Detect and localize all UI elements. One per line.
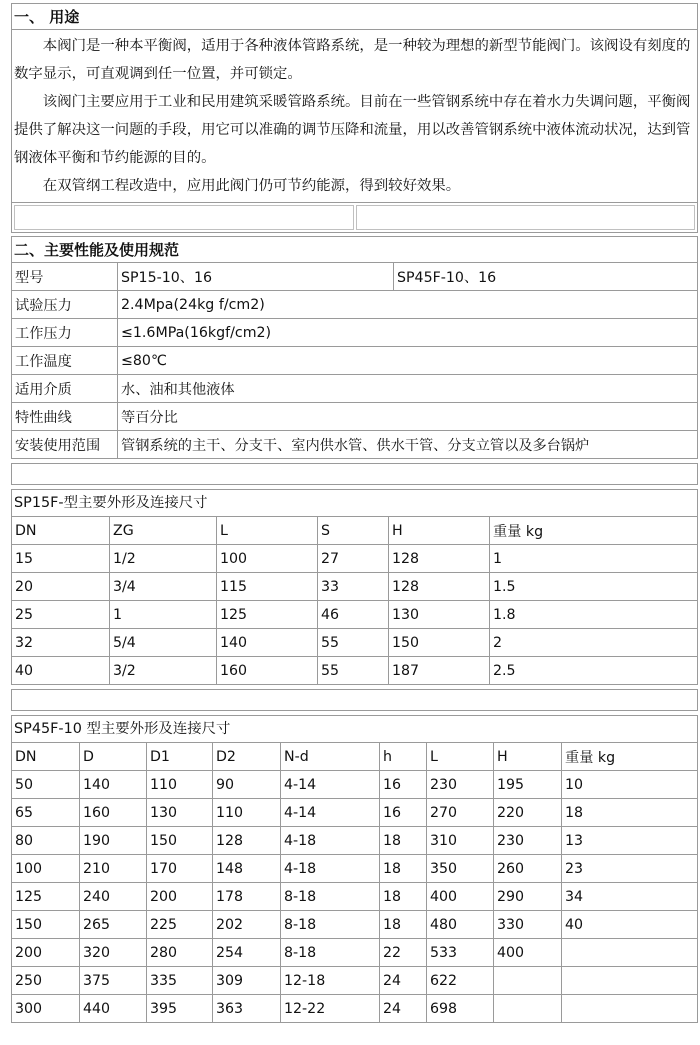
table-row bbox=[12, 263, 698, 291]
table-cell: 160 bbox=[80, 799, 147, 827]
spec-label: 适用介质 bbox=[12, 375, 118, 403]
section-specs-title: 二、主要性能及使用规范 bbox=[11, 236, 698, 262]
table-row bbox=[12, 601, 698, 629]
column-header: D bbox=[80, 743, 147, 771]
column-header: D2 bbox=[213, 743, 281, 771]
table-cell: 190 bbox=[80, 827, 147, 855]
table-cell: 363 bbox=[213, 995, 281, 1023]
table-row bbox=[12, 855, 698, 883]
table-cell: 230 bbox=[494, 827, 562, 855]
table-cell: 80 bbox=[12, 827, 80, 855]
table-cell: 12-22 bbox=[281, 995, 380, 1023]
table-cell: 150 bbox=[389, 629, 490, 657]
empty-row bbox=[11, 689, 698, 711]
table-cell: 18 bbox=[380, 827, 427, 855]
table-cell: 130 bbox=[389, 601, 490, 629]
table-cell bbox=[562, 995, 698, 1023]
table-cell: 15 bbox=[12, 545, 110, 573]
table-cell: 34 bbox=[562, 883, 698, 911]
empty-cell bbox=[14, 205, 354, 230]
empty-row bbox=[11, 203, 698, 233]
table-cell: 40 bbox=[12, 657, 110, 685]
table-cell: 320 bbox=[80, 939, 147, 967]
table-cell: 200 bbox=[12, 939, 80, 967]
table-cell: 25 bbox=[12, 601, 110, 629]
spec-label: 工作压力 bbox=[12, 319, 118, 347]
document-page bbox=[11, 3, 698, 1023]
table-cell bbox=[562, 967, 698, 995]
table-cell: 46 bbox=[318, 601, 389, 629]
table-cell: 622 bbox=[427, 967, 494, 995]
column-header: ZG bbox=[110, 517, 217, 545]
column-header: H bbox=[389, 517, 490, 545]
usage-text-block bbox=[11, 29, 698, 203]
table-cell: 33 bbox=[318, 573, 389, 601]
table-cell: 280 bbox=[147, 939, 213, 967]
table-cell: 395 bbox=[147, 995, 213, 1023]
spec-value: 2.4Mpa(24kg f/cm2) bbox=[118, 291, 698, 319]
spec-label: 型号 bbox=[12, 263, 118, 291]
table-cell: 8-18 bbox=[281, 883, 380, 911]
table-row bbox=[12, 319, 698, 347]
table-cell bbox=[494, 967, 562, 995]
table-cell: 32 bbox=[12, 629, 110, 657]
table-cell: 265 bbox=[80, 911, 147, 939]
table-row bbox=[12, 431, 698, 459]
usage-paragraph: 该阀门主要应用于工业和民用建筑采暖管路系统。目前在一些管钢系统中存在着水力失调问题，平衡阀提供了解决这一问题的手段，用它可以准确的调节压降和流量，用以改善管钢系统中液体流动状况，达到管钢液体平衡和节约能源的目的。 bbox=[14, 94, 691, 166]
table-cell: 22 bbox=[380, 939, 427, 967]
table-cell: 10 bbox=[562, 771, 698, 799]
table-cell bbox=[494, 995, 562, 1023]
table-cell: 200 bbox=[147, 883, 213, 911]
spec-value: SP45F-10、16 bbox=[394, 263, 698, 291]
table-cell: 90 bbox=[213, 771, 281, 799]
table-cell: 100 bbox=[217, 545, 318, 573]
table-cell: 195 bbox=[494, 771, 562, 799]
table-cell: 110 bbox=[147, 771, 213, 799]
table-cell: 27 bbox=[318, 545, 389, 573]
table-cell: 335 bbox=[147, 967, 213, 995]
table-cell: 1 bbox=[490, 545, 698, 573]
spec-label: 特性曲线 bbox=[12, 403, 118, 431]
table-cell: 290 bbox=[494, 883, 562, 911]
table-cell: 260 bbox=[494, 855, 562, 883]
table-row bbox=[12, 771, 698, 799]
table-cell: 65 bbox=[12, 799, 80, 827]
table-cell: 225 bbox=[147, 911, 213, 939]
column-header: H bbox=[494, 743, 562, 771]
sp45f-dimensions-title: SP45F-10 型主要外形及连接尺寸 bbox=[11, 715, 698, 742]
column-header: 重量 kg bbox=[490, 517, 698, 545]
sp15f-dimensions-table bbox=[11, 516, 698, 685]
table-cell: 130 bbox=[147, 799, 213, 827]
table-cell: 1.5 bbox=[490, 573, 698, 601]
table-cell: 125 bbox=[217, 601, 318, 629]
table-cell: 128 bbox=[213, 827, 281, 855]
spec-value: 等百分比 bbox=[118, 403, 698, 431]
column-header: h bbox=[380, 743, 427, 771]
table-cell: 8-18 bbox=[281, 911, 380, 939]
table-cell: 1 bbox=[110, 601, 217, 629]
spec-label: 工作温度 bbox=[12, 347, 118, 375]
table-cell: 110 bbox=[213, 799, 281, 827]
table-row bbox=[12, 967, 698, 995]
column-header: DN bbox=[12, 743, 80, 771]
table-cell: 128 bbox=[389, 545, 490, 573]
table-cell: 5/4 bbox=[110, 629, 217, 657]
table-cell: 1.8 bbox=[490, 601, 698, 629]
table-cell: 125 bbox=[12, 883, 80, 911]
table-row bbox=[12, 939, 698, 967]
table-cell: 375 bbox=[80, 967, 147, 995]
usage-paragraph: 本阀门是一种本平衡阀，适用于各种液体管路系统，是一种较为理想的新型节能阀门。该阀设有刻度的数字显示，可直观调到任一位置，并可锁定。 bbox=[14, 38, 691, 82]
table-cell: 400 bbox=[427, 883, 494, 911]
table-cell: 170 bbox=[147, 855, 213, 883]
table-cell: 115 bbox=[217, 573, 318, 601]
table-cell: 533 bbox=[427, 939, 494, 967]
table-row bbox=[12, 545, 698, 573]
table-header-row bbox=[12, 517, 698, 545]
table-cell: 13 bbox=[562, 827, 698, 855]
table-cell: 24 bbox=[380, 995, 427, 1023]
table-cell: 100 bbox=[12, 855, 80, 883]
table-row bbox=[12, 573, 698, 601]
table-cell: 310 bbox=[427, 827, 494, 855]
table-cell: 230 bbox=[427, 771, 494, 799]
spec-value: ≤80℃ bbox=[118, 347, 698, 375]
table-cell: 150 bbox=[147, 827, 213, 855]
column-header: D1 bbox=[147, 743, 213, 771]
table-cell: 23 bbox=[562, 855, 698, 883]
spec-value: ≤1.6MPa(16kgf/cm2) bbox=[118, 319, 698, 347]
table-row bbox=[12, 995, 698, 1023]
table-cell: 3/4 bbox=[110, 573, 217, 601]
table-row bbox=[12, 911, 698, 939]
table-row bbox=[12, 799, 698, 827]
table-row bbox=[12, 347, 698, 375]
column-header: N-d bbox=[281, 743, 380, 771]
spec-label: 安装使用范围 bbox=[12, 431, 118, 459]
empty-row bbox=[11, 463, 698, 485]
table-cell: 18 bbox=[380, 911, 427, 939]
table-cell: 240 bbox=[80, 883, 147, 911]
table-row bbox=[12, 883, 698, 911]
table-cell: 254 bbox=[213, 939, 281, 967]
section-usage-title: 一、 用途 bbox=[11, 3, 698, 29]
sp15f-dimensions-title: SP15F-型主要外形及连接尺寸 bbox=[11, 489, 698, 516]
table-cell: 12-18 bbox=[281, 967, 380, 995]
table-cell: 140 bbox=[217, 629, 318, 657]
table-cell: 480 bbox=[427, 911, 494, 939]
table-cell: 330 bbox=[494, 911, 562, 939]
spec-label: 试验压力 bbox=[12, 291, 118, 319]
table-cell: 40 bbox=[562, 911, 698, 939]
table-cell: 18 bbox=[380, 855, 427, 883]
table-cell: 128 bbox=[389, 573, 490, 601]
table-cell: 350 bbox=[427, 855, 494, 883]
table-cell: 187 bbox=[389, 657, 490, 685]
table-cell: 4-14 bbox=[281, 799, 380, 827]
table-cell: 300 bbox=[12, 995, 80, 1023]
table-cell: 160 bbox=[217, 657, 318, 685]
table-cell: 202 bbox=[213, 911, 281, 939]
column-header: DN bbox=[12, 517, 110, 545]
table-cell: 698 bbox=[427, 995, 494, 1023]
specs-table bbox=[11, 262, 698, 459]
table-cell: 400 bbox=[494, 939, 562, 967]
usage-paragraph: 在双管纲工程改造中，应用此阀门仍可节约能源，得到较好效果。 bbox=[42, 178, 461, 194]
empty-cell bbox=[356, 205, 696, 230]
table-cell: 8-18 bbox=[281, 939, 380, 967]
table-row bbox=[12, 827, 698, 855]
table-cell: 18 bbox=[562, 799, 698, 827]
column-header: 重量 kg bbox=[562, 743, 698, 771]
table-cell: 270 bbox=[427, 799, 494, 827]
table-cell: 250 bbox=[12, 967, 80, 995]
table-cell: 440 bbox=[80, 995, 147, 1023]
spec-value: SP15-10、16 bbox=[118, 263, 394, 291]
table-row bbox=[12, 375, 698, 403]
table-cell: 309 bbox=[213, 967, 281, 995]
column-header: L bbox=[427, 743, 494, 771]
table-cell: 2.5 bbox=[490, 657, 698, 685]
table-cell: 3/2 bbox=[110, 657, 217, 685]
table-cell: 20 bbox=[12, 573, 110, 601]
table-row bbox=[12, 291, 698, 319]
sp45f-dimensions-table bbox=[11, 742, 698, 1023]
table-row bbox=[12, 657, 698, 685]
table-cell: 55 bbox=[318, 629, 389, 657]
table-cell: 140 bbox=[80, 771, 147, 799]
table-cell: 18 bbox=[380, 883, 427, 911]
table-cell: 16 bbox=[380, 799, 427, 827]
table-cell: 220 bbox=[494, 799, 562, 827]
table-cell: 1/2 bbox=[110, 545, 217, 573]
table-cell: 55 bbox=[318, 657, 389, 685]
table-header-row bbox=[12, 743, 698, 771]
table-row bbox=[12, 403, 698, 431]
table-cell: 50 bbox=[12, 771, 80, 799]
table-cell: 4-18 bbox=[281, 855, 380, 883]
table-cell: 150 bbox=[12, 911, 80, 939]
column-header: S bbox=[318, 517, 389, 545]
table-cell: 148 bbox=[213, 855, 281, 883]
table-cell bbox=[562, 939, 698, 967]
table-cell: 4-18 bbox=[281, 827, 380, 855]
table-cell: 2 bbox=[490, 629, 698, 657]
table-cell: 24 bbox=[380, 967, 427, 995]
spec-value: 水、油和其他液体 bbox=[118, 375, 698, 403]
spec-value: 管钢系统的主干、分支干、室内供水管、供水干管、分支立管以及多台锅炉 bbox=[118, 431, 698, 459]
table-row bbox=[12, 629, 698, 657]
table-cell: 16 bbox=[380, 771, 427, 799]
column-header: L bbox=[217, 517, 318, 545]
table-cell: 4-14 bbox=[281, 771, 380, 799]
table-cell: 178 bbox=[213, 883, 281, 911]
table-cell: 210 bbox=[80, 855, 147, 883]
